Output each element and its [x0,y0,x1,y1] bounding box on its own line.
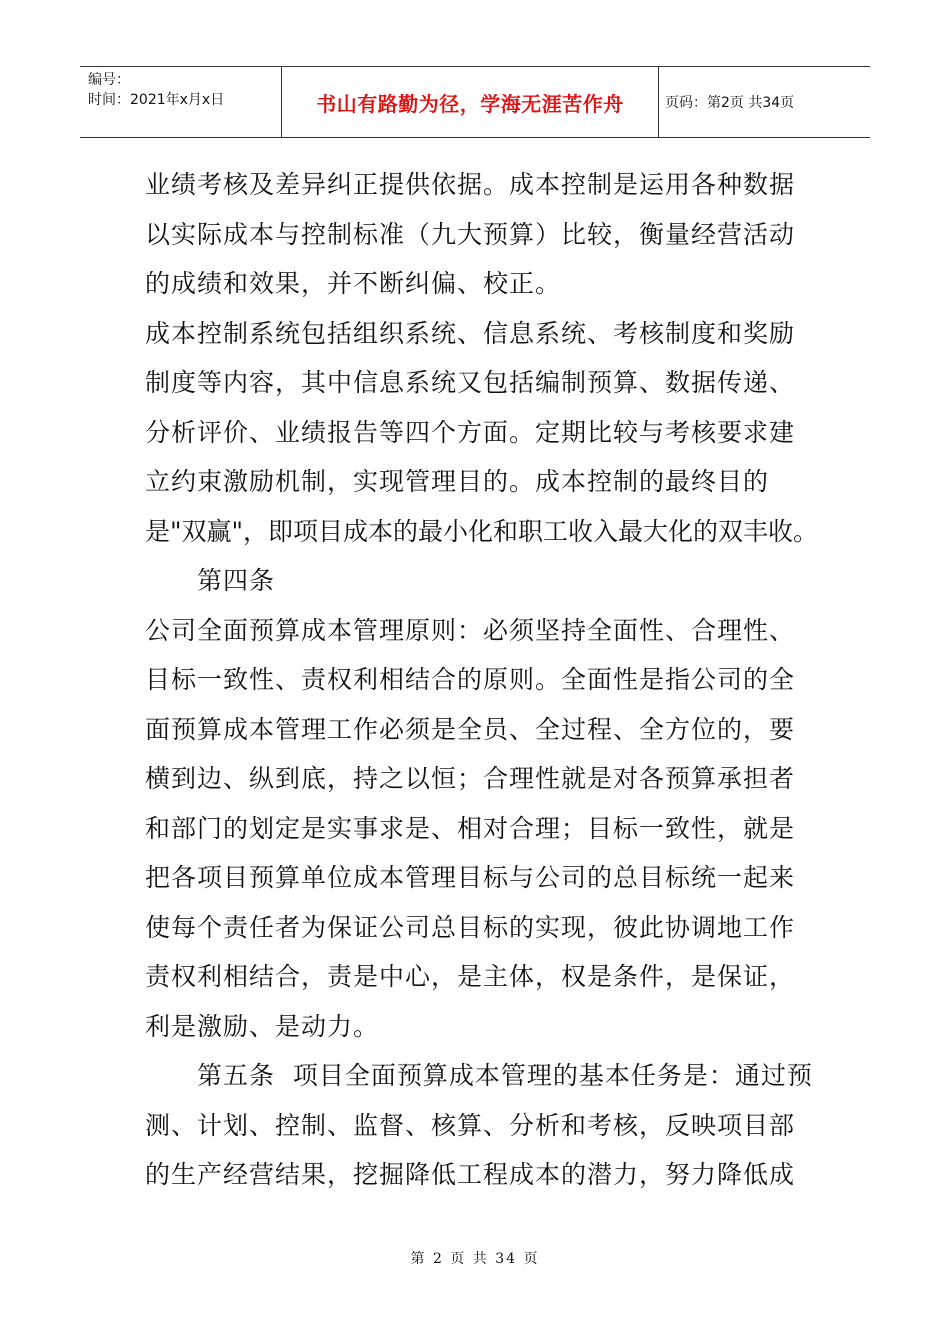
body-line: 目标一致性、责权利相结合的原则。全面性是指公司的全 [145,665,796,694]
body-line: 的成绩和效果，并不断纠偏、校正。 [145,269,562,298]
body-line: 和部门的划定是实事求是、相对合理；目标一致性，就是 [145,813,796,843]
body-line: 的生产经营结果，挖掘降低工程成本的潜力，努力降低成 [145,1160,796,1189]
body-line: 立约束激励机制，实现管理目的。成本控制的最终目的 [145,467,770,496]
body-line: 面预算成本管理工作必须是全员、全过程、全方位的，要 [145,714,796,744]
body-line: 横到边、纵到底，持之以恒；合理性就是对各预算承担者 [145,764,796,793]
header-motto-cell [282,67,659,137]
article-5-line: 第五条 项目全面预算成本管理的基本任务是：通过预 [197,1061,813,1090]
document-date: 时间：2021年x月x日 [88,92,225,108]
body-line: 以实际成本与控制标准（九大预算）比较，衡量经营活动 [145,219,796,249]
header-page-info-cell [659,67,870,137]
header-page-info: 页码：第2页 共34页 [665,95,795,111]
article-4-heading: 第四条 [197,566,276,595]
body-line: 制度等内容，其中信息系统又包括编制预算、数据传递、 [145,368,796,397]
document-number-label: 编号： [88,72,130,88]
body-line: 成本控制系统包括组织系统、信息系统、考核制度和奖励 [145,318,796,348]
document-header [80,66,870,138]
header-motto: 书山有路勤为径，学海无涯苦作舟 [316,91,624,116]
body-line: 业绩考核及差异纠正提供依据。成本控制是运用各种数据 [145,170,796,199]
document-body [145,160,825,1200]
body-line: 责权利相结合，责是中心，是主体，权是条件，是保证， [145,962,796,991]
body-line: 公司全面预算成本管理原则：必须坚持全面性、合理性、 [145,615,796,645]
header-meta-cell [80,67,282,137]
body-line: 是"双赢"，即项目成本的最小化和职工收入最大化的双丰收。 [145,516,819,546]
body-line: 使每个责任者为保证公司总目标的实现，彼此协调地工作 [145,912,796,942]
body-line: 把各项目预算单位成本管理目标与公司的总目标统一起来 [145,863,796,892]
body-line: 利是激励、是动力。 [145,1011,380,1041]
body-line: 测、计划、控制、监督、核算、分析和考核，反映项目部 [145,1110,796,1140]
page-footer: 第 2 页 共 34 页 [410,1251,540,1267]
body-line: 分析评价、业绩报告等四个方面。定期比较与考核要求建 [145,417,796,447]
